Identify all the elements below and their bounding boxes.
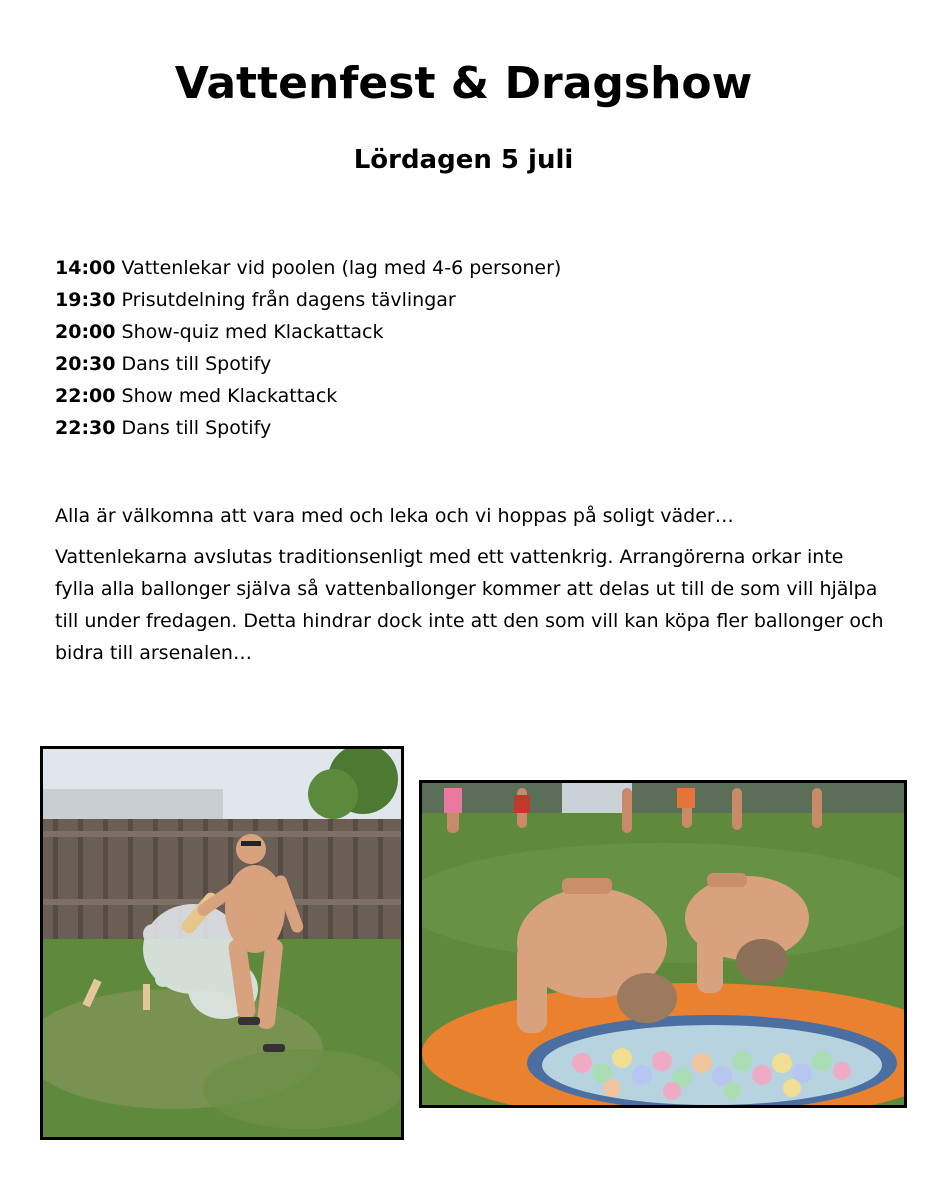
schedule-time: 19:30 [55,289,116,311]
schedule-time: 14:00 [55,257,116,279]
schedule-activity: Vattenlekar vid poolen (lag med 4-6 personer) [121,257,562,279]
schedule-item [55,284,875,316]
schedule-item [55,380,875,412]
photo-man-with-bat-icon [40,746,404,1140]
schedule-time: 20:30 [55,353,116,375]
schedule-activity: Dans till Spotify [121,353,272,375]
schedule-item [55,412,875,444]
schedule-activity: Show med Klackattack [121,385,338,407]
schedule-activity: Dans till Spotify [121,417,272,439]
welcome-paragraph: Alla är välkomna att vara med och leka och vi hoppas på soligt väder… [55,505,734,527]
schedule-activity: Prisutdelning från dagens tävlingar [121,289,456,311]
schedule-time: 20:00 [55,321,116,343]
page-title: Vattenfest & Dragshow [174,58,753,109]
schedule-time: 22:30 [55,417,116,439]
schedule-time: 22:00 [55,385,116,407]
schedule-list [55,252,875,444]
schedule-item [55,252,875,284]
schedule-activity: Show-quiz med Klackattack [121,321,384,343]
schedule-item [55,348,875,380]
details-paragraph: Vattenlekarna avslutas traditionsenligt med ett vattenkrig. Arrangörerna orkar inte fylla alla ballonger själva så vattenballonger kommer att delas ut till de som vill hjälpa till under fredagen. Detta hindrar dock inte att den som vill kan köpa fler ballonger och bidra till arsenalen… [55,546,884,664]
photo-man-with-bat-illustration [43,749,401,1137]
event-date: Lördagen 5 juli [353,145,574,175]
schedule-item [55,316,875,348]
photo-balloon-pool-icon [419,780,907,1108]
photo-balloon-pool-illustration [422,783,904,1105]
